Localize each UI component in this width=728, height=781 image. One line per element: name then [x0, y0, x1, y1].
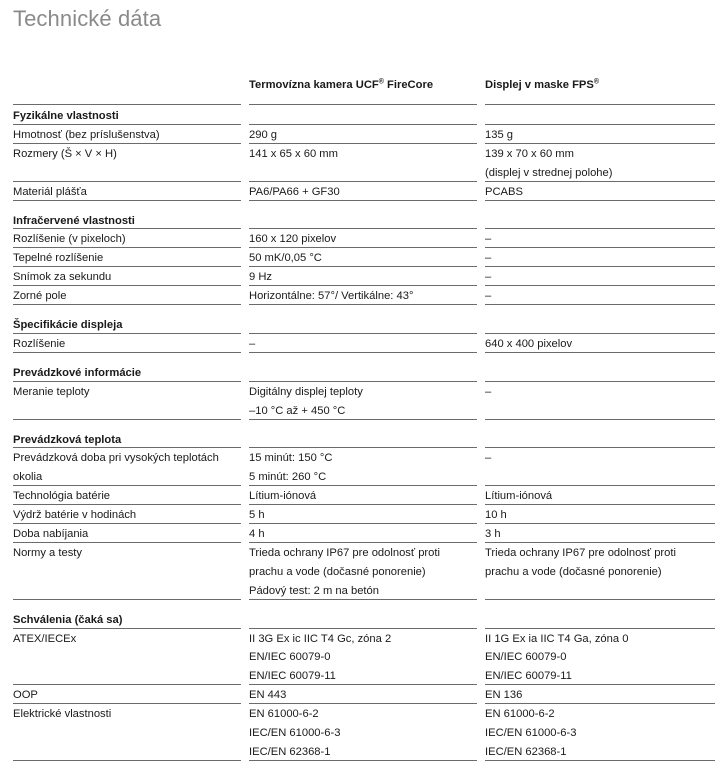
display-value: [485, 448, 715, 468]
camera-value: [249, 629, 477, 687]
camera-value-line: 290 g: [249, 128, 277, 141]
row-label-line: Materiál plášťa: [13, 185, 87, 198]
display-value: [485, 505, 715, 525]
camera-value: [249, 543, 477, 601]
table-row: [0, 382, 728, 420]
row-label-line: Meranie teploty: [13, 385, 90, 398]
camera-value-line: Lítium-iónová: [249, 490, 317, 503]
display-value-line: EN 61000-6-2: [485, 708, 555, 721]
camera-value-line: –10 °C až + 450 °C: [249, 404, 346, 417]
camera-value-line: 5 minút: 260 °C: [249, 471, 327, 484]
camera-value: [249, 486, 477, 506]
row-label-line: Doba nabíjania: [13, 528, 89, 540]
display-value-line: Lítium-iónová: [485, 490, 553, 503]
row-divider: [249, 599, 477, 600]
display-value: [485, 704, 715, 762]
display-value-line: II 1G Ex ia IIC T4 Ga, zóna 0: [485, 632, 629, 645]
camera-value: [249, 182, 477, 202]
row-divider: [485, 304, 715, 305]
row-label: [13, 334, 241, 354]
display-value-line: Trieda ochrany IP67 pre odolnosť proti: [485, 546, 676, 559]
camera-value-line: 160 x 120 pixelov: [249, 233, 337, 246]
display-value-line: –: [485, 233, 492, 246]
row-divider: [485, 352, 715, 353]
camera-value-line: 9 Hz: [249, 271, 273, 284]
display-value-line: 10 h: [485, 509, 507, 522]
display-value: [485, 543, 715, 582]
row-label: [13, 144, 241, 164]
row-divider: [249, 200, 477, 201]
row-label: [13, 125, 241, 145]
row-label-line: Tepelné rozlíšenie: [13, 252, 104, 265]
camera-value-line: PA6/PA66 + GF30: [249, 185, 340, 198]
camera-value-line: EN 61000-6-2: [249, 708, 319, 721]
row-label-line: OOP: [13, 689, 38, 702]
camera-value: [249, 334, 477, 354]
row-label: [13, 486, 241, 506]
table-row: [0, 505, 728, 524]
camera-value-line: Trieda ochrany IP67 pre odolnosť proti: [249, 546, 440, 559]
section-heading: Špecifikácie displeja: [13, 319, 123, 331]
row-divider: [249, 419, 477, 420]
camera-value-line: EN 443: [249, 689, 287, 702]
row-divider: [249, 304, 477, 305]
table-row: [0, 334, 728, 353]
display-value: [485, 229, 715, 249]
display-value: [485, 286, 715, 306]
row-divider: [249, 352, 477, 353]
camera-value-line: IEC/EN 61000-6-3: [249, 726, 341, 739]
display-value: [485, 334, 715, 354]
table-row: [0, 543, 728, 600]
display-value-line: –: [485, 252, 492, 265]
camera-value: [249, 267, 477, 287]
camera-value: [249, 704, 477, 762]
row-divider: [13, 200, 241, 201]
row-divider: [13, 352, 241, 353]
row-label-line: ATEX/IECEx: [13, 632, 77, 645]
section-row: [0, 363, 728, 382]
row-label-line: Zorné pole: [13, 290, 67, 303]
display-value-line: (displej v strednej polohe): [485, 166, 613, 179]
row-label: [13, 704, 241, 724]
display-value: [485, 144, 715, 183]
display-value-line: prachu a vode (dočasné ponorenie): [485, 565, 662, 578]
table-row: [0, 248, 728, 267]
row-divider: [13, 419, 241, 420]
camera-value-line: 50 mK/0,05 °C: [249, 252, 322, 265]
camera-value-line: Pádový test: 2 m na betón: [249, 584, 379, 597]
section-heading: Prevádzková teplota: [13, 433, 122, 446]
camera-value-line: IEC/EN 62368-1: [249, 745, 331, 758]
row-label: [13, 286, 241, 306]
table-row: [0, 685, 728, 704]
section-row: [0, 610, 728, 629]
row-label-line: Prevádzková doba pri vysokých teplotách: [13, 452, 219, 465]
header-rule: [13, 104, 241, 105]
table-row: [0, 524, 728, 543]
row-label: [13, 543, 241, 563]
table-row: [0, 629, 728, 686]
camera-value: [249, 125, 477, 145]
section-heading: Prevádzkové informácie: [13, 366, 142, 379]
display-value-line: EN/IEC 60079-0: [485, 651, 567, 664]
row-label: [13, 505, 241, 525]
column-header-camera: Termovízna kamera UCF® FireCore: [249, 78, 434, 91]
display-value: [485, 486, 715, 506]
display-value-line: 640 x 400 pixelov: [485, 337, 573, 350]
display-value-line: PCABS: [485, 185, 523, 198]
camera-value-line: II 3G Ex ic IIC T4 Gc, zóna 2: [249, 632, 392, 645]
row-label: [13, 267, 241, 287]
display-value: [485, 685, 715, 705]
header-rule: [485, 104, 715, 105]
row-label-line: Normy a testy: [13, 546, 83, 559]
camera-value-line: –: [249, 337, 256, 350]
display-value-line: 3 h: [485, 528, 501, 540]
page-title: Technické dáta: [13, 6, 162, 31]
display-value-line: EN/IEC 60079-11: [485, 670, 572, 683]
row-label-line: okolia: [13, 471, 43, 484]
table-row: [0, 286, 728, 305]
row-divider: [13, 760, 241, 761]
row-divider: [13, 599, 241, 600]
display-value-line: EN 136: [485, 689, 523, 702]
display-value: [485, 382, 715, 402]
row-divider: [485, 760, 715, 761]
row-label: [13, 448, 241, 487]
camera-value: [249, 286, 477, 306]
header-rule: [249, 104, 477, 105]
row-label-line: Hmotnosť (bez príslušenstva): [13, 128, 160, 141]
table-row: [0, 267, 728, 286]
row-divider: [485, 200, 715, 201]
table-row: [0, 448, 728, 486]
camera-value-line: 5 h: [249, 509, 265, 522]
camera-value-line: EN/IEC 60079-0: [249, 651, 331, 664]
column-headers: [0, 79, 728, 97]
section-heading: Infračervené vlastnosti: [13, 214, 135, 227]
column-header-display: Displej v maske FPS®: [485, 78, 599, 91]
row-divider: [13, 304, 241, 305]
camera-value: [249, 382, 477, 421]
display-value: [485, 267, 715, 287]
section-row: [0, 106, 728, 125]
row-label: [13, 685, 241, 705]
camera-value: [249, 505, 477, 525]
table-row: [0, 182, 728, 201]
section-row: [0, 430, 728, 449]
display-value-line: –: [485, 385, 492, 398]
display-value-line: 135 g: [485, 128, 513, 141]
display-value: [485, 125, 715, 145]
camera-value: [249, 448, 477, 487]
display-value-line: IEC/EN 61000-6-3: [485, 726, 577, 739]
table-row: [0, 229, 728, 248]
table-row: [0, 125, 728, 144]
camera-value-line: 4 h: [249, 528, 265, 540]
section-row: [0, 211, 728, 230]
row-label-line: Technológia batérie: [13, 490, 111, 503]
display-value-line: 139 x 70 x 60 mm: [485, 147, 574, 160]
camera-value: [249, 685, 477, 705]
camera-value-line: prachu a vode (dočasné ponorenie): [249, 565, 426, 578]
table-row: [0, 486, 728, 505]
display-value-line: –: [485, 290, 492, 303]
section-row: [0, 315, 728, 334]
display-value-line: –: [485, 452, 492, 465]
row-divider: [249, 760, 477, 761]
row-label-line: Rozlíšenie (v pixeloch): [13, 233, 126, 246]
table-row: [0, 704, 728, 761]
row-label-line: Snímok za sekundu: [13, 271, 112, 284]
row-label: [13, 382, 241, 402]
row-label: [13, 182, 241, 202]
camera-value-line: Digitálny displej teploty: [249, 385, 363, 398]
row-label-line: Rozmery (Š × V × H): [13, 147, 117, 160]
row-label: [13, 629, 241, 649]
camera-value-line: 141 x 65 x 60 mm: [249, 147, 338, 160]
row-divider: [485, 599, 715, 600]
section-heading: Schválenia (čaká sa): [13, 613, 123, 626]
camera-value-line: 15 minút: 150 °C: [249, 452, 333, 465]
row-divider: [485, 419, 715, 420]
row-label-line: Elektrické vlastnosti: [13, 708, 112, 721]
display-value: [485, 182, 715, 202]
section-heading: Fyzikálne vlastnosti: [13, 110, 119, 122]
row-label: [13, 229, 241, 249]
table-row: [0, 144, 728, 182]
camera-value-line: Horizontálne: 57°/ Vertikálne: 43°: [249, 290, 414, 303]
display-value: [485, 629, 715, 687]
display-value-line: –: [485, 271, 492, 284]
display-value-line: IEC/EN 62368-1: [485, 745, 567, 758]
row-label-line: Rozlíšenie: [13, 337, 66, 350]
camera-value: [249, 144, 477, 164]
camera-value: [249, 229, 477, 249]
camera-value-line: EN/IEC 60079-11: [249, 670, 336, 683]
row-label-line: Výdrž batérie v hodinách: [13, 509, 137, 522]
